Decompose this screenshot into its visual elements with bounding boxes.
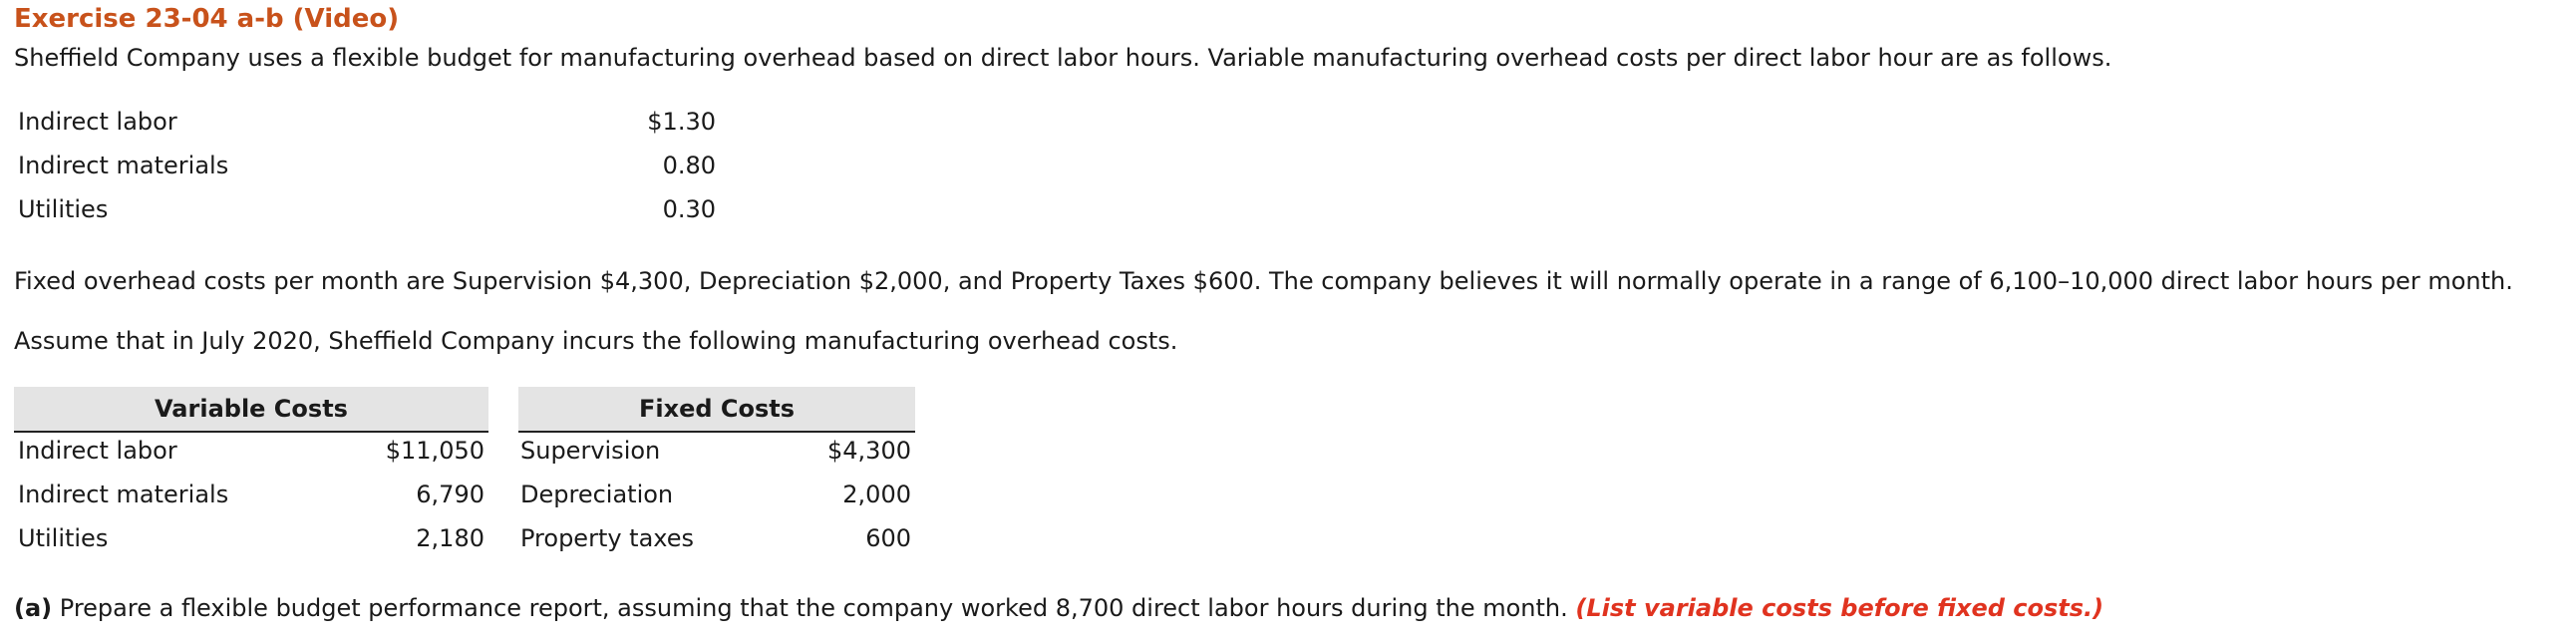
fixed-cost-label: Property taxes <box>520 524 695 552</box>
fixed-cost-value: $4,300 <box>827 437 911 465</box>
rate-row <box>18 108 716 148</box>
exercise-title: Exercise 23-04 a-b (Video) <box>14 4 400 34</box>
variable-cost-value: $11,050 <box>385 437 484 465</box>
intro-paragraph: Sheffield Company uses a flexible budget for manufacturing overhead based on direct labor hours. Variable manufacturing overhead costs per direct labor hour are as follows. <box>14 44 2112 72</box>
variable-cost-label: Indirect materials <box>18 481 229 508</box>
assumption-paragraph: Assume that in July 2020, Sheffield Company incurs the following manufacturing overhead costs. <box>14 327 1178 355</box>
fixed-cost-label: Supervision <box>520 437 661 465</box>
rate-value: $1.30 <box>647 108 716 136</box>
fixed-cost-value: 2,000 <box>842 481 911 508</box>
rate-label: Indirect materials <box>18 152 229 179</box>
fixed-overhead-paragraph: Fixed overhead costs per month are Supervision $4,300, Depreciation $2,000, and Property Taxes $600. The company believes it will normally operate in a range of 6,100–10,000 direct labor hours per month. <box>14 267 2513 295</box>
variable-cost-label: Utilities <box>18 524 109 552</box>
question-part-label: (a) <box>14 594 53 622</box>
variable-cost-value: 6,790 <box>416 481 484 508</box>
question-instruction-note: (List variable costs before fixed costs.) <box>1575 594 2104 622</box>
rate-row <box>18 195 716 235</box>
fixed-cost-value: 600 <box>865 524 911 552</box>
variable-cost-value: 2,180 <box>416 524 484 552</box>
variable-cost-label: Indirect labor <box>18 437 177 465</box>
question-text: Prepare a flexible budget performance report, assuming that the company worked 8,700 direct labor hours during the month. <box>52 594 1576 622</box>
rate-row <box>18 152 716 191</box>
rate-value: 0.30 <box>662 195 716 223</box>
fixed-costs-header: Fixed Costs <box>518 387 915 433</box>
variable-costs-header: Variable Costs <box>14 387 488 433</box>
rate-value: 0.80 <box>662 152 716 179</box>
rate-label: Utilities <box>18 195 109 223</box>
fixed-cost-label: Depreciation <box>520 481 674 508</box>
question-part-a <box>14 594 2103 622</box>
rate-label: Indirect labor <box>18 108 177 136</box>
